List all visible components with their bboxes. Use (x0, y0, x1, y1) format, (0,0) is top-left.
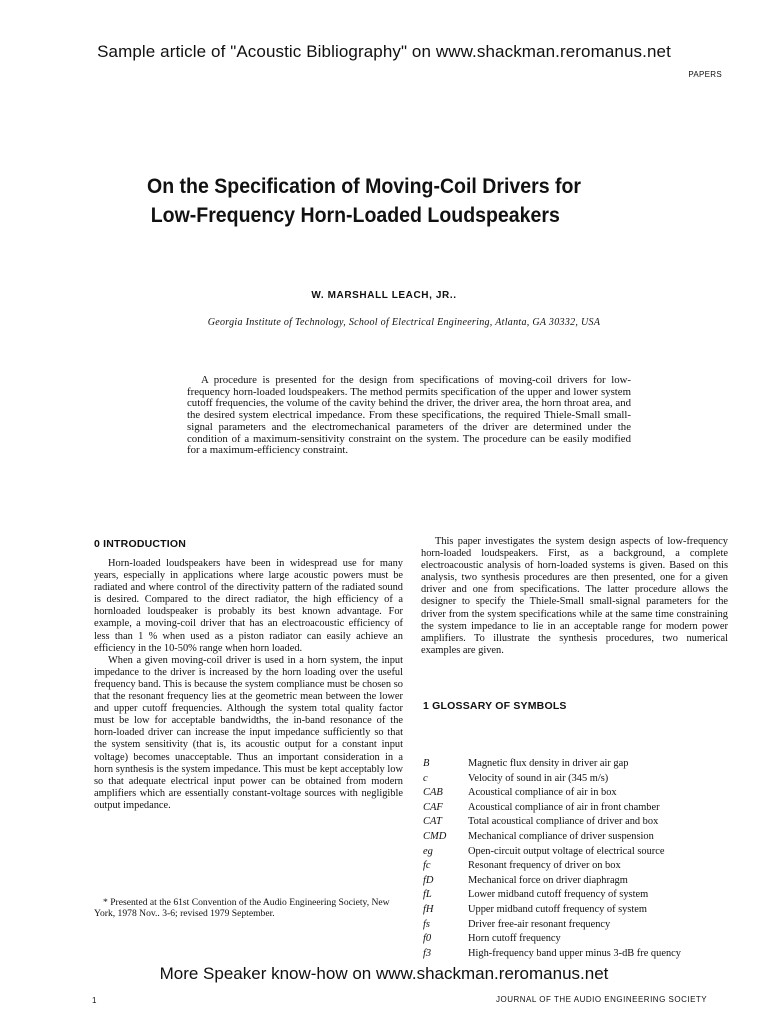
glossary-description: Velocity of sound in air (345 m/s) (468, 772, 609, 784)
article-title (147, 172, 668, 230)
author: W. MARSHALL LEACH, JR.. (311, 290, 457, 301)
page-number: 1 (92, 996, 97, 1005)
glossary-description: Mechanical force on driver diaphragm (468, 874, 628, 886)
glossary-heading: 1 GLOSSARY OF SYMBOLS (423, 700, 567, 712)
glossary-symbol: eg (423, 845, 433, 857)
glossary-symbol: CAF (423, 801, 443, 813)
glossary-row (423, 947, 733, 962)
glossary-row (423, 801, 733, 816)
glossary-row (423, 772, 733, 787)
glossary-description: Driver free-air resonant frequency (468, 918, 611, 930)
glossary-row (423, 845, 733, 860)
glossary-symbol: B (423, 758, 430, 769)
glossary-description: Open-circuit output voltage of electrical source (468, 845, 665, 857)
glossary-description: Lower midband cutoff frequency of system (468, 889, 649, 901)
glossary-description: Resonant frequency of driver on box (468, 860, 621, 872)
glossary-symbol: c (423, 772, 428, 784)
glossary-row (423, 932, 733, 947)
glossary-symbol: CAT (423, 816, 442, 828)
glossary-row (423, 815, 733, 830)
intro-paragraph-3: This paper investigates the system design aspects of low-frequency horn-loaded loudspeakers. First, as a background, a complete electroacoustic analysis of horn-loaded systems is given. Based on this analysis, two synthesis procedures are then presented, one for a given driver and one from specifications. The latter procedure allows the designer to specify the Thiele-Small small-signal parameters for the driver from the system specifications while at the same time constraining the system impedance to lie in an acceptable range for modern power amplifiers. To illustrate the synthesis procedures, two numerical examples are given. (421, 536, 728, 656)
glossary-description: Acoustical compliance of air in front chamber (468, 801, 660, 813)
glossary-description: Magnetic flux density in driver air gap (468, 758, 629, 769)
glossary-row (423, 757, 733, 772)
glossary-description: Total acoustical compliance of driver and box (468, 816, 659, 828)
section-tag: PAPERS (688, 70, 722, 79)
glossary-description: Acoustical compliance of air in box (468, 787, 617, 799)
glossary-symbol: f0 (423, 933, 432, 945)
glossary-symbol: fs (423, 918, 431, 930)
intro-paragraph-1: Horn-loaded loudspeakers have been in widespread use for many years, especially in applications where large acoustic powers must be radiated and where control of the directivity pattern of the radiated sound is desired. Compared to the direct radiator, the high efficiency of a hornloaded loudspeaker is probably its best known advantage. For example, a moving-coil driver that has an electroacoustic efficiency of less than 1 % when used as a piston radiator can easily achieve an efficiency in the 10-50% range when horn loaded. (94, 558, 403, 654)
top-banner: Sample article of "Acoustic Bibliography" on www.shackman.reromanus.net (97, 42, 671, 61)
glossary-symbol: f3 (423, 947, 432, 959)
glossary-row (423, 903, 733, 918)
journal-name: JOURNAL OF THE AUDIO ENGINEERING SOCIETY (496, 995, 708, 1004)
right-column (421, 536, 728, 657)
glossary-row (423, 859, 733, 874)
glossary-symbol: fc (423, 860, 431, 872)
introduction-heading: 0 INTRODUCTION (94, 538, 187, 550)
glossary-description: Upper midband cutoff frequency of system (468, 903, 647, 915)
footnote: * Presented at the 61st Convention of the Audio Engineering Society, New York, 1978 Nov.. 3-6; revised 1979 September. (94, 897, 390, 919)
glossary-description: Horn cutoff frequency (468, 933, 561, 945)
glossary-symbol: CAB (423, 787, 443, 799)
glossary-row (423, 888, 733, 903)
title-line-2: Low-Frequency Horn-Loaded Loudspeakers (150, 204, 560, 227)
affiliation: Georgia Institute of Technology, School of Electrical Engineering, Atlanta, GA 30332, USA (207, 317, 601, 328)
glossary-symbol: fL (423, 889, 432, 901)
title-line-1: On the Specification of Moving-Coil Drivers for (147, 175, 582, 198)
glossary-row (423, 918, 733, 933)
glossary-symbol: CMD (423, 830, 447, 842)
glossary-description: High-frequency band upper minus 3-dB fre quency (468, 947, 681, 959)
glossary-row (423, 830, 733, 845)
abstract: A procedure is presented for the design from specifications of moving-coil drivers for low-frequency horn-loaded loudspeakers. The method permits specification of the upper and lower system cutoff frequencies, the volume of the cavity behind the driver, the driver area, the horn throat area, and the desired system electrical impedance. From these specifications, the required Thiele-Small small-signal parameters and the electromechanical parameters of the driver are determined under the condition of a maximum-sensitivity constraint on the system. The procedure can be easily modified for a maximum-efficiency constraint. (187, 374, 631, 457)
left-column (94, 558, 403, 812)
intro-paragraph-2: When a given moving-coil driver is used in a horn system, the input impedance to the driver is increased by the horn loading over the useful frequency band. This is because the system compliance must be chosen so that the resonant frequency lies at the geometric mean between the lower and upper cutoff frequencies. Although the system total quality factor must be low for acceptable bandwidths, the in-band resonance of the horn-loaded driver can increase the input impedance sufficiently so that the system sensitivity (that is, its acoustic output for a constant input voltage) becomes unacceptable. Thus an important consideration in a horn synthesis is the system impedance. This must be kept acceptably low so that adequate electrical input power can be obtained from modern amplifiers which are essentially constant-voltage sources with negligible output impedance. (94, 654, 403, 811)
glossary-row (423, 786, 733, 801)
bottom-banner: More Speaker know-how on www.shackman.reromanus.net (0, 964, 768, 984)
glossary-symbol: fH (423, 903, 434, 915)
glossary-row (423, 874, 733, 889)
glossary-description: Mechanical compliance of driver suspension (468, 830, 654, 842)
glossary-list (423, 757, 733, 961)
glossary-symbol: fD (423, 874, 434, 886)
